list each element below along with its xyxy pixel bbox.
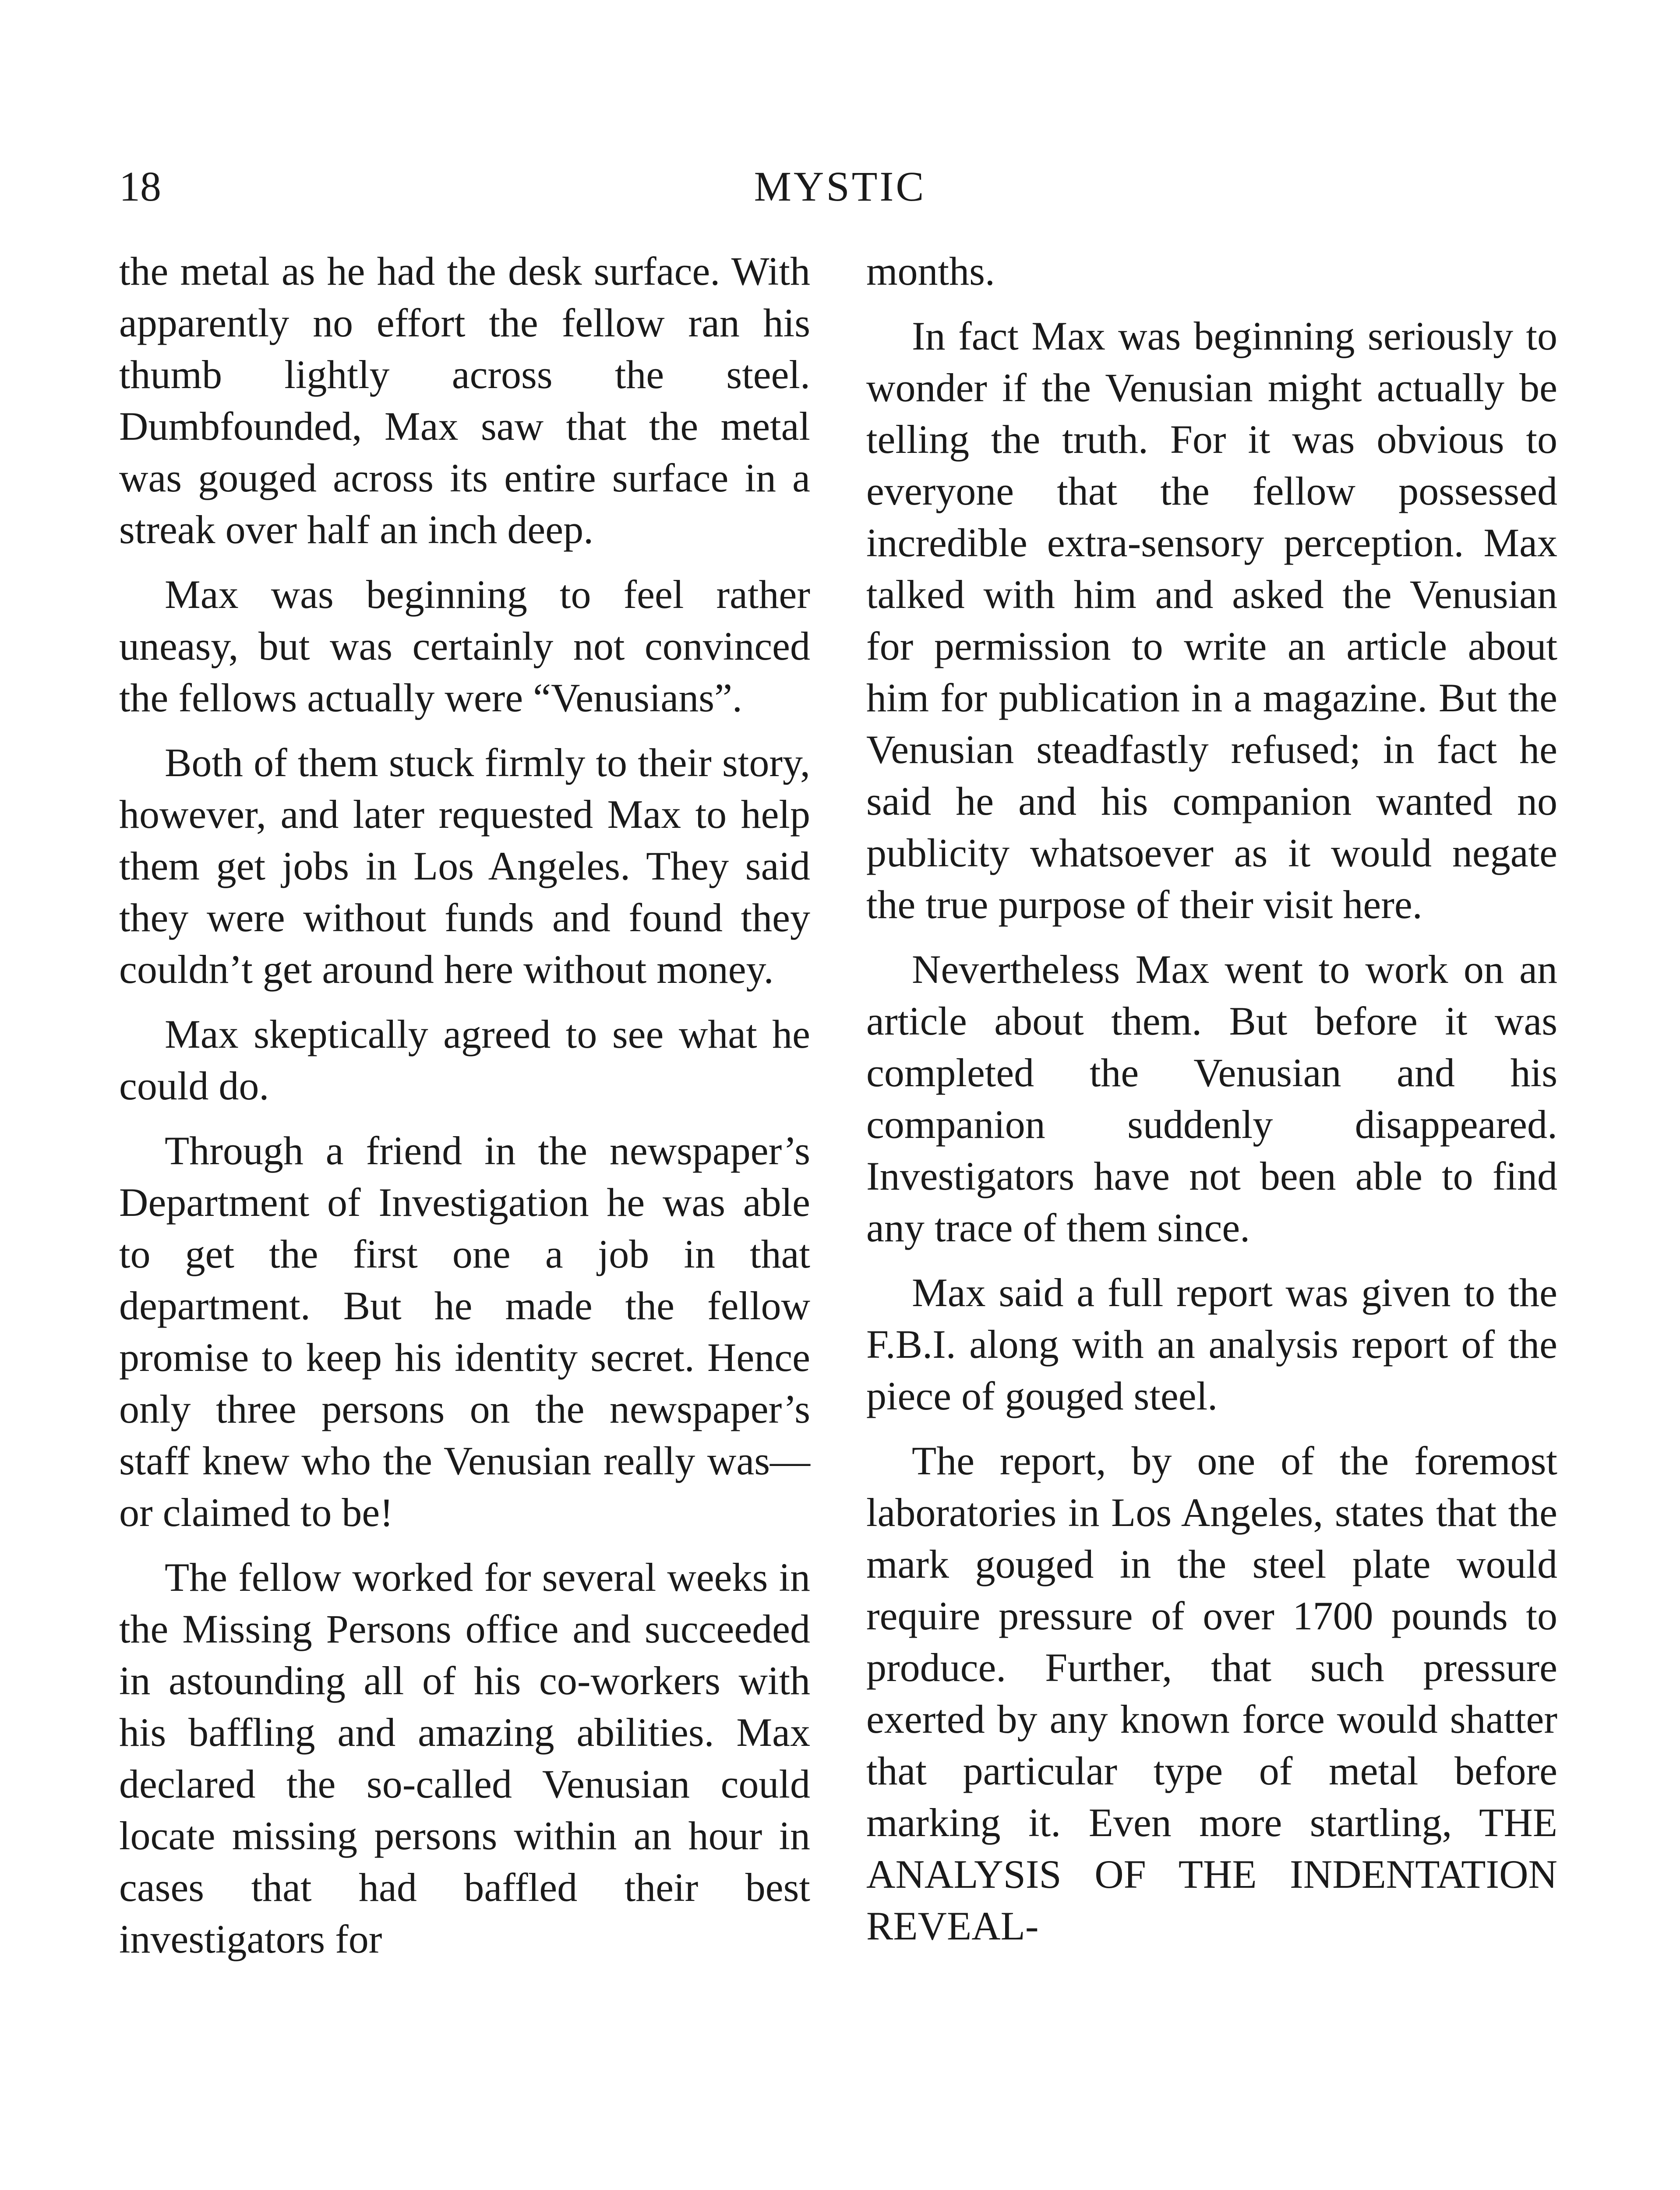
paragraph: The report, by one of the foremost laboratories in Los Angeles, states that the mark gouged in the steel plate would require pressure of over 1700 pounds to produce. Further, that such pressure exerted by any known force would shatter that particular type of metal before marking it. Even more startling, THE ANALYSIS OF THE INDENTATION REVEAL- xyxy=(866,1438,1557,1948)
right-column xyxy=(866,245,1557,1965)
paragraph: Max was beginning to feel rather uneasy, but was certainly not convinced the fellows actually were “Venusians”. xyxy=(119,572,810,720)
paragraph: months. xyxy=(866,249,995,293)
paragraph: the metal as he had the desk surface. With apparently no effort the fellow ran his thumb lightly across the steel. Dumbfounded, Max saw that the metal was gouged across its entire surface in a streak over half an inch deep. xyxy=(119,249,810,552)
page-number: 18 xyxy=(119,163,161,210)
paragraph: The fellow worked for several weeks in the Missing Persons office and succeeded in astounding all of his co-workers with his baffling and amazing abilities. Max declared the so-called Venusian could locate missing persons within an hour in cases that had baffled their best investigators for xyxy=(119,1555,810,1961)
paragraph: Nevertheless Max went to work on an article about them. But before it was completed the Venusian and his companion suddenly disappeared. Investigators have not been able to find any trace of them since. xyxy=(866,947,1557,1250)
paragraph: Through a friend in the newspaper’s Department of Investigation he was able to get the first one a job in that department. But he made the fellow promise to keep his identity secret. Hence only three persons on the newspaper’s staff knew who the Venusian really was—or claimed to be! xyxy=(119,1128,810,1535)
paragraph: In fact Max was beginning seriously to wonder if the Venusian might actually be telling the truth. For it was obvious to everyone that the fellow possessed incredible extra-sensory perception. Max talked with him and asked the Venusian for permission to write an article about him for publication in a magazine. But the Venusian steadfastly refused; in fact he said he and his companion wanted no publicity whatsoever as it would negate the true purpose of their visit here. xyxy=(866,314,1557,927)
running-head: MYSTIC xyxy=(754,163,926,210)
paragraph: Max skeptically agreed to see what he could do. xyxy=(119,1012,810,1108)
left-column xyxy=(119,245,810,1978)
paragraph: Max said a full report was given to the F.B.I. along with an analysis report of the piece of gouged steel. xyxy=(866,1270,1557,1418)
paragraph: Both of them stuck firmly to their story, however, and later requested Max to help them get jobs in Los Angeles. They said they were without funds and found they couldn’t get around here without money. xyxy=(119,740,810,992)
